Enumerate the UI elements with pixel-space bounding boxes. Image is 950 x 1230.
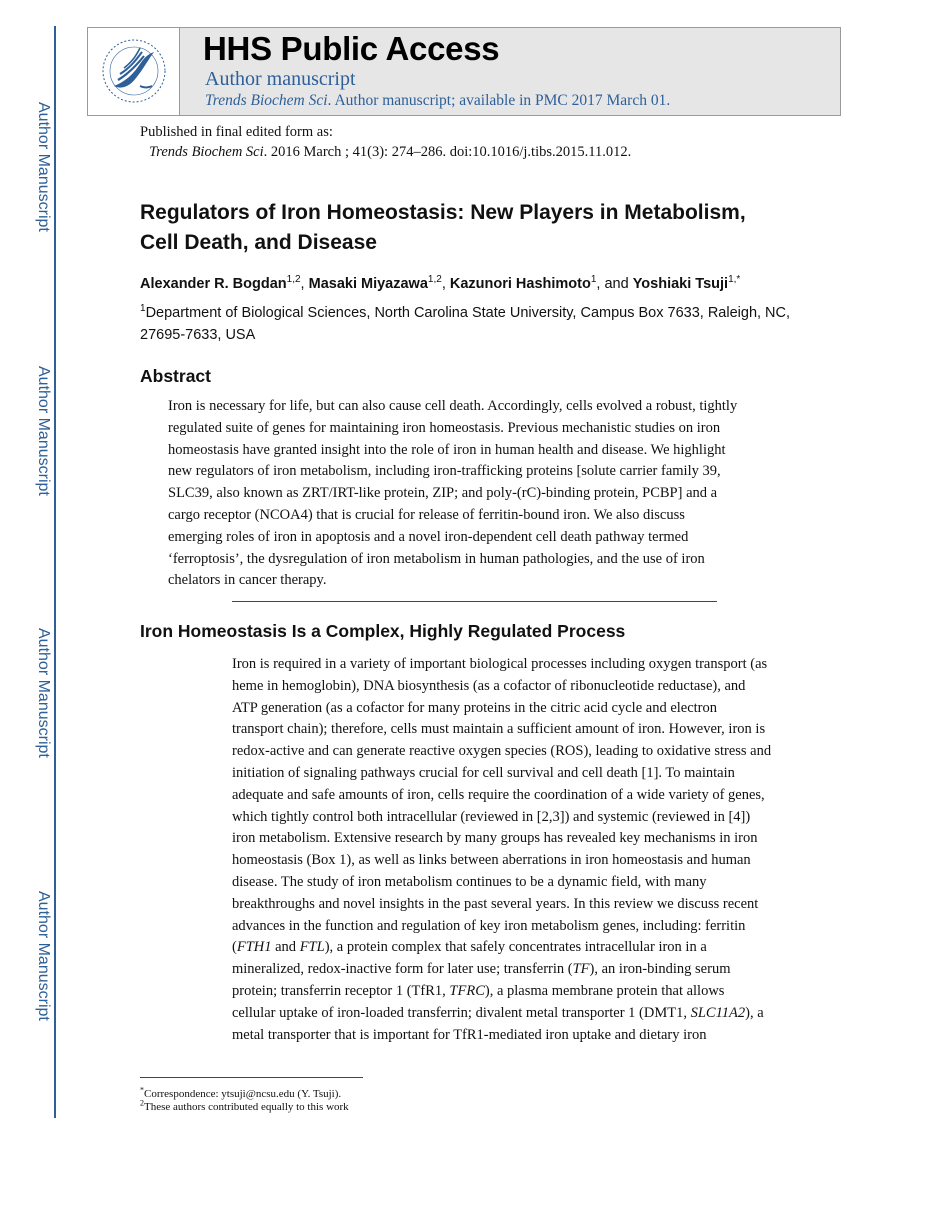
author-name: Yoshiaki Tsuji (632, 276, 729, 292)
footnote-rule (140, 1077, 363, 1078)
published-citation-text: . 2016 March ; 41(3): 274–286. doi:10.1016/j.tibs.2015.11.012. (263, 144, 632, 160)
gene-symbol: SLC11A2 (690, 1004, 746, 1021)
margin-label-author-manuscript: Author Manuscript (35, 366, 52, 496)
affiliation-sup: 1 (140, 303, 146, 315)
body-text-run: ATP generation (as a cofactor for many proteins in the citric acid cycle and electron (232, 699, 718, 716)
gene-symbol: TFRC (449, 982, 485, 999)
footnote-marker: 2 (140, 1098, 144, 1108)
body-text-run: metal transporter that is important for TfR1-mediated iron uptake and dietary iron (232, 1026, 707, 1043)
body-text-run: breakthroughs and novel insights in the past several years. In this review we discuss recent (232, 895, 759, 912)
footnote-marker: * (140, 1085, 144, 1095)
gene-symbol: TF (572, 961, 590, 978)
abstract-line: new regulators of iron metabolism, including iron-trafficking proteins [solute carrier family 39, (168, 463, 721, 480)
author-name: Alexander R. Bogdan (140, 276, 287, 292)
body-line (232, 937, 817, 959)
gene-symbol: FTL (299, 939, 325, 956)
body-line (232, 981, 817, 1003)
article-title (140, 198, 820, 258)
section-heading: Iron Homeostasis Is a Complex, Highly Regulated Process (140, 621, 626, 641)
affiliation-text: Department of Biological Sciences, North Carolina State University, Campus Box 7633, Raleigh, NC, 27695-7633, USA (140, 305, 791, 343)
footnote-text: These authors contributed equally to this work (144, 1101, 349, 1113)
body-text-run: and (271, 939, 300, 956)
author-name: Masaki Miyazawa (308, 276, 428, 292)
body-text-run: mineralized, redox-inactive form for later use; transferrin ( (232, 961, 573, 978)
abstract-line: cargo receptor (NCOA4) that is crucial for release of ferritin-bound iron. We also discuss (168, 506, 685, 523)
body-text-run: adequate and safe amounts of iron, cells require the coordination of a wide variety of genes, (232, 786, 765, 803)
body-line (232, 828, 817, 850)
body-text-run: which tightly control both intracellular (reviewed in [2,3]) and systemic (reviewed in [4]) (232, 808, 751, 825)
body-line (232, 785, 817, 807)
body-text-run: protein; transferrin receptor 1 (TfR1, (232, 982, 450, 999)
body-text-run: heme in hemoglobin), DNA biosynthesis (as a cofactor of ribonucleotide reductase), and (232, 677, 746, 694)
body-text-run: ), an iron-binding serum (589, 961, 731, 978)
header-subtitle: Author manuscript (205, 68, 356, 90)
author-list (140, 276, 740, 292)
hhs-header-banner (87, 27, 841, 116)
published-label: Published in final edited form as: (140, 124, 333, 140)
published-journal: Trends Biochem Sci (149, 144, 264, 160)
author-affil-sup: 1,2 (286, 274, 301, 286)
header-journal: Trends Biochem Sci (205, 92, 328, 109)
author-separator: , and (596, 276, 633, 292)
gene-symbol: FTH1 (236, 939, 272, 956)
abstract-line: ‘ferroptosis’, the dysregulation of iron metabolism in human pathologies, and the use of iron (168, 550, 705, 567)
section-body (232, 654, 817, 1046)
hhs-logo (88, 28, 180, 115)
body-line (232, 894, 817, 916)
header-availability-text: . Author manuscript; available in PMC 2017 March 01. (327, 92, 671, 109)
body-text-run: ), a plasma membrane protein that allows (484, 982, 725, 999)
body-line (232, 807, 817, 829)
body-line (232, 850, 817, 872)
abstract-line: chelators in cancer therapy. (168, 572, 327, 589)
published-info (140, 122, 631, 162)
body-line (232, 654, 817, 676)
body-text-run: advances in the function and regulation of key iron metabolism genes, including: ferritin (232, 917, 746, 934)
body-text-run: transport chain); therefore, cells must maintain a sufficient amount of iron. However, iron is (232, 721, 766, 738)
body-line (232, 676, 817, 698)
abstract-line: SLC39, also known as ZRT/IRT-like protein, ZIP; and poly-(rC)-binding protein, PCBP] and a (168, 485, 718, 502)
margin-rule (54, 26, 56, 1118)
hhs-eagle-seal-icon (100, 36, 168, 106)
abstract-line: emerging roles of iron in apoptosis and a novel iron-dependent cell death pathway termed (168, 528, 689, 545)
body-line (232, 719, 817, 741)
abstract-heading: Abstract (140, 366, 211, 386)
abstract-line: regulated suite of genes for maintaining iron homeostasis. Previous mechanistic studies on iron (168, 419, 721, 436)
margin-label-author-manuscript: Author Manuscript (35, 102, 52, 232)
body-text-run: cellular uptake of iron-loaded transferrin; divalent metal transporter 1 (DMT1, (232, 1004, 691, 1021)
section-divider (232, 601, 717, 602)
body-text-run: ), a protein complex that safely concentrates intracellular iron in a (324, 939, 707, 956)
body-line (232, 763, 817, 785)
body-line (232, 916, 817, 938)
article-title-line: Regulators of Iron Homeostasis: New Players in Metabolism, (140, 201, 746, 224)
header-title: HHS Public Access (203, 30, 500, 67)
body-text-run: redox-active and can generate reactive oxygen species (ROS), leading to oxidative stress and (232, 743, 772, 760)
affiliation (140, 302, 820, 346)
body-text-run: ( (232, 939, 237, 956)
body-line (232, 959, 817, 981)
body-text-run: ), a (745, 1004, 764, 1021)
author-name: Kazunori Hashimoto (449, 276, 591, 292)
article-title-line: Cell Death, and Disease (140, 231, 377, 254)
body-line (232, 872, 817, 894)
body-text-run: initiation of signaling pathways crucial for cell survival and cell death [1]. To maintain (232, 764, 735, 781)
author-affil-sup: 1,* (728, 274, 741, 286)
footnote-correspondence (140, 1085, 349, 1101)
abstract-line: Iron is necessary for life, but can also cause cell death. Accordingly, cells evolved a robust, tightly (168, 398, 738, 414)
abstract-line: homeostasis have granted insight into the role of iron in human health and disease. We highlight (168, 441, 726, 458)
body-line (232, 1025, 817, 1047)
footnote-equal-contribution (140, 1098, 349, 1114)
body-text-run: homeostasis (Box 1), as well as links between aberrations in iron homeostasis and human (232, 852, 751, 869)
author-affil-sup: 1,2 (427, 274, 442, 286)
footnotes (140, 1085, 349, 1114)
abstract-body (168, 396, 788, 592)
footnote-text: Correspondence: ytsuji@ncsu.edu (Y. Tsuji). (144, 1088, 342, 1100)
author-affil-sup: 1 (590, 274, 597, 286)
body-text-run: iron metabolism. Extensive research by many groups has revealed key mechanisms in iron (232, 830, 758, 847)
body-text-run: Iron is required in a variety of important biological processes including oxygen transport (as (232, 656, 768, 672)
body-line (232, 741, 817, 763)
margin-label-author-manuscript: Author Manuscript (35, 891, 52, 1021)
header-availability (205, 92, 670, 110)
author-separator: , (300, 276, 309, 292)
margin-label-author-manuscript: Author Manuscript (35, 628, 52, 758)
body-text-run: disease. The study of iron metabolism continues to be a dynamic field, with many (232, 873, 707, 890)
body-line (232, 1003, 817, 1025)
published-citation (140, 142, 631, 162)
author-separator: , (441, 276, 450, 292)
body-line (232, 698, 817, 720)
